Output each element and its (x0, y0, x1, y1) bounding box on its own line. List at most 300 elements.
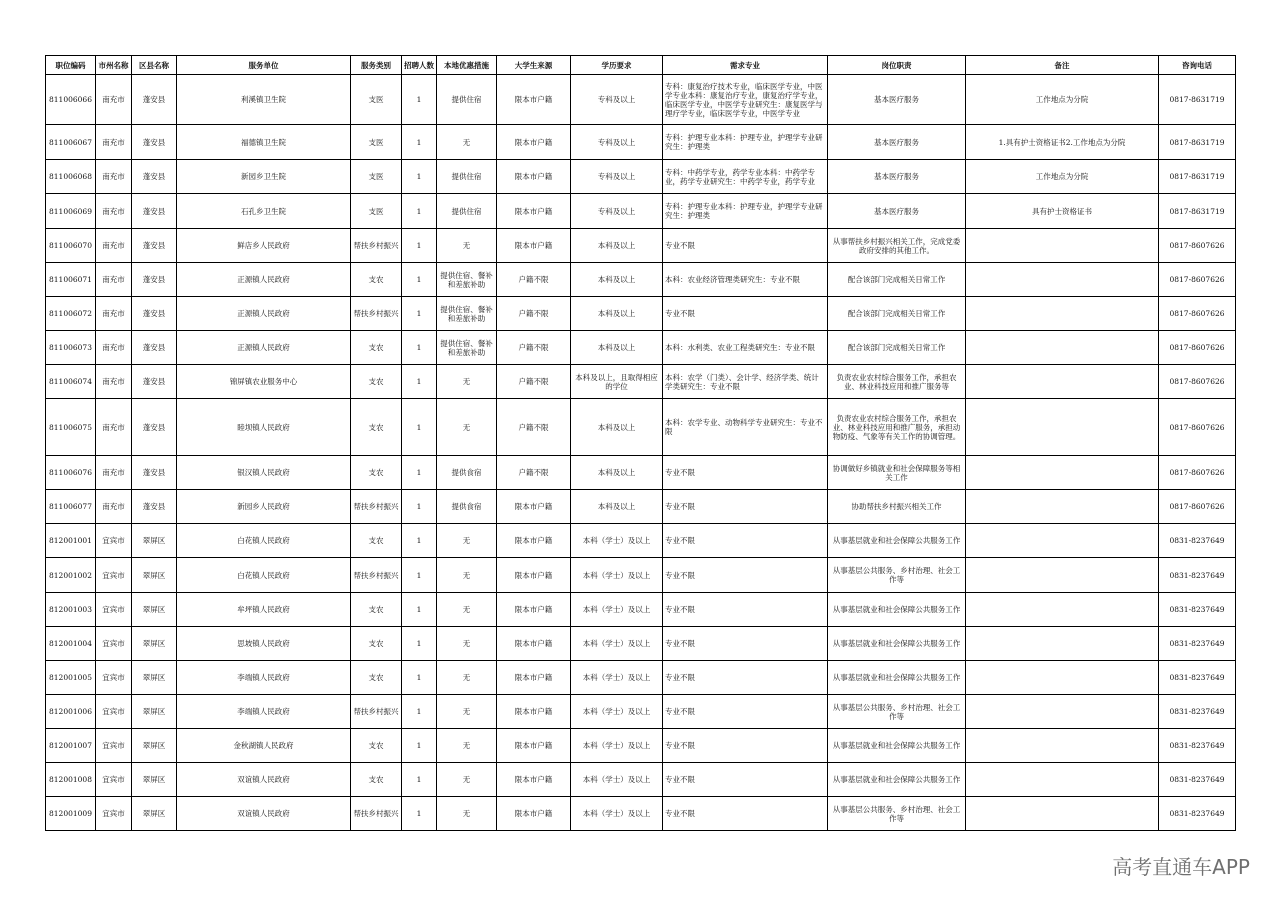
position-code-text: 812001007 (49, 741, 92, 750)
education-requirement-text: 本科（学士）及以上 (582, 707, 651, 716)
required-major-text: 专业不限 (665, 502, 695, 511)
cell-service-category (351, 661, 402, 695)
service-category-text: 帮扶乡村振兴 (353, 502, 399, 511)
position-code-text: 812001001 (49, 536, 92, 545)
position-code-text: 812001002 (49, 570, 92, 580)
cell-required-major (663, 729, 828, 763)
local-benefits-text: 提供食宿 (451, 502, 482, 511)
service-category-text: 帮扶乡村振兴 (353, 707, 399, 716)
cell-service-unit (177, 263, 351, 297)
table-row (46, 229, 1236, 263)
cell-county-name (132, 125, 177, 160)
student-source-text: 限本市户籍 (514, 570, 553, 580)
header-remark: 备注 (966, 56, 1159, 75)
cell-remark (966, 399, 1159, 456)
city-name-text: 宜宾市 (102, 775, 125, 784)
service-unit-text: 新园乡人民政府 (237, 502, 290, 511)
cell-city-name (96, 490, 132, 524)
cell-recruit-count (402, 797, 437, 831)
required-major-text: 专业不限 (665, 707, 695, 716)
county-name-text: 蓬安县 (142, 309, 166, 318)
cell-recruit-count (402, 490, 437, 524)
cell-contact-phone (1159, 524, 1236, 558)
cell-remark (966, 125, 1159, 160)
local-benefits-text: 无 (462, 673, 471, 682)
required-major-text: 本科：农业经济管理类研究生：专业不限 (665, 275, 800, 284)
position-code-text: 811006077 (49, 502, 92, 511)
required-major-text: 专科：康复治疗技术专业，临床医学专业，中医学专业本科：康复治疗专业，康复治疗学专业，临床医学专业，中医学专业研究生：康复医学与理疗学专业，临床医学专业，中医学专业 (665, 81, 823, 118)
required-major-text: 专科：中药学专业，药学专业本科：中药学专业，药学专业研究生：中药学专业，药学专业 (665, 167, 815, 186)
position-code-text: 811006071 (49, 275, 92, 284)
cell-service-unit (177, 763, 351, 797)
job-duties-text: 基本医疗服务 (874, 95, 919, 104)
cell-city-name (96, 524, 132, 558)
county-name-text: 翠屏区 (142, 605, 166, 614)
contact-phone-text: 0831-8237649 (1169, 775, 1225, 784)
service-category-text: 支农 (368, 673, 384, 682)
cell-city-name (96, 125, 132, 160)
education-requirement-text: 本科及以上，且取得相应的学位 (575, 372, 658, 391)
position-code-text: 811006075 (49, 422, 92, 432)
service-category-text: 支医 (368, 137, 384, 147)
cell-student-source (497, 661, 571, 695)
cell-service-unit (177, 558, 351, 593)
job-duties-text: 从事基层公共服务、乡村治理、社会工作等 (832, 702, 961, 721)
education-requirement-text: 专科及以上 (597, 95, 636, 104)
table-row (46, 695, 1236, 729)
county-name-text: 蓬安县 (142, 343, 166, 352)
cell-service-category (351, 729, 402, 763)
cell-required-major (663, 593, 828, 627)
cell-city-name (96, 558, 132, 593)
position-code-text: 812001008 (49, 775, 92, 784)
cell-service-category (351, 797, 402, 831)
job-duties-text: 配合该部门完成相关日常工作 (847, 343, 946, 352)
cell-required-major (663, 456, 828, 490)
cell-education-requirement (571, 125, 663, 160)
local-benefits-text: 无 (462, 741, 471, 750)
contact-phone-text: 0817-8607626 (1169, 468, 1225, 477)
cell-local-benefits (437, 558, 497, 593)
cell-student-source (497, 399, 571, 456)
service-unit-text: 双谊镇人民政府 (237, 809, 290, 818)
service-category-text: 支农 (368, 536, 384, 545)
recruit-count-text: 1 (416, 673, 422, 682)
student-source-text: 户籍不限 (518, 275, 549, 284)
cell-recruit-count (402, 593, 437, 627)
cell-recruit-count (402, 297, 437, 331)
cell-recruit-count (402, 125, 437, 160)
recruit-count-text: 1 (416, 241, 422, 250)
cell-city-name (96, 365, 132, 399)
cell-position-code (46, 399, 96, 456)
cell-remark (966, 75, 1159, 125)
cell-service-unit (177, 194, 351, 229)
header-county-name: 区县名称 (132, 56, 177, 75)
cell-county-name (132, 229, 177, 263)
job-duties-text: 从事基层就业和社会保障公共服务工作 (832, 775, 961, 784)
service-category-text: 支农 (368, 343, 384, 352)
table-row (46, 331, 1236, 365)
student-source-text: 限本市户籍 (514, 137, 553, 147)
recruit-count-text: 1 (416, 536, 422, 545)
cell-local-benefits (437, 365, 497, 399)
education-requirement-text: 本科（学士）及以上 (582, 639, 651, 648)
service-unit-text: 鲜店乡人民政府 (237, 241, 290, 250)
recruit-count-text: 1 (416, 639, 422, 648)
cell-recruit-count (402, 627, 437, 661)
cell-service-unit (177, 661, 351, 695)
cell-position-code (46, 125, 96, 160)
cell-local-benefits (437, 399, 497, 456)
recruit-count-text: 1 (416, 309, 422, 318)
city-name-text: 南充市 (102, 377, 125, 386)
cell-position-code (46, 558, 96, 593)
local-benefits-text: 提供住宿 (451, 172, 482, 181)
education-requirement-text: 本科及以上 (597, 468, 636, 477)
service-category-text: 支农 (368, 775, 384, 784)
service-category-text: 帮扶乡村振兴 (353, 309, 399, 318)
cell-service-category (351, 125, 402, 160)
cell-education-requirement (571, 365, 663, 399)
recruit-count-text: 1 (416, 775, 422, 784)
cell-position-code (46, 661, 96, 695)
contact-phone-text: 0831-8237649 (1169, 673, 1225, 682)
cell-county-name (132, 194, 177, 229)
cell-recruit-count (402, 524, 437, 558)
cell-service-unit (177, 524, 351, 558)
cell-local-benefits (437, 524, 497, 558)
required-major-text: 本科：水利类、农业工程类研究生：专业不限 (665, 343, 815, 352)
cell-service-category (351, 490, 402, 524)
job-duties-text: 从事帮扶乡村振兴相关工作，完成党委政府安排的其他工作。 (832, 236, 961, 255)
cell-job-duties (828, 399, 966, 456)
table-row (46, 729, 1236, 763)
cell-job-duties (828, 194, 966, 229)
service-unit-text: 李端镇人民政府 (237, 673, 290, 682)
cell-county-name (132, 627, 177, 661)
cell-position-code (46, 627, 96, 661)
student-source-text: 限本市户籍 (514, 605, 553, 614)
city-name-text: 南充市 (102, 502, 125, 511)
required-major-text: 本科：农学专业、动物科学专业研究生：专业不限 (665, 418, 823, 436)
city-name-text: 南充市 (102, 468, 125, 477)
cell-county-name (132, 456, 177, 490)
contact-phone-text: 0831-8237649 (1169, 707, 1225, 716)
job-duties-text: 从事基层公共服务、乡村治理、社会工作等 (832, 804, 961, 823)
cell-job-duties (828, 75, 966, 125)
job-duties-text: 负责农业农村综合服务工作，承担农业、林业科技应用和推广服务，承担动物防疫、气象等有关工作的协调管理。 (832, 413, 961, 441)
position-code-text: 811006070 (49, 241, 92, 250)
cell-remark (966, 661, 1159, 695)
student-source-text: 户籍不限 (518, 377, 549, 386)
cell-education-requirement (571, 763, 663, 797)
education-requirement-text: 本科及以上 (597, 502, 636, 511)
student-source-text: 限本市户籍 (514, 172, 553, 181)
service-unit-text: 双谊镇人民政府 (237, 775, 290, 784)
cell-required-major (663, 695, 828, 729)
city-name-text: 宜宾市 (102, 673, 125, 682)
cell-job-duties (828, 490, 966, 524)
student-source-text: 户籍不限 (518, 309, 549, 318)
county-name-text: 翠屏区 (142, 707, 166, 716)
cell-contact-phone (1159, 160, 1236, 194)
cell-student-source (497, 558, 571, 593)
cell-required-major (663, 661, 828, 695)
cell-remark (966, 729, 1159, 763)
cell-local-benefits (437, 797, 497, 831)
cell-local-benefits (437, 593, 497, 627)
cell-required-major (663, 331, 828, 365)
cell-remark (966, 627, 1159, 661)
required-major-text: 专业不限 (665, 605, 695, 614)
job-duties-text: 配合该部门完成相关日常工作 (847, 275, 946, 284)
job-duties-text: 从事基层就业和社会保障公共服务工作 (832, 639, 961, 648)
county-name-text: 翠屏区 (142, 536, 166, 545)
education-requirement-text: 本科（学士）及以上 (582, 741, 651, 750)
header-city-name: 市州名称 (96, 56, 132, 75)
cell-county-name (132, 331, 177, 365)
cell-remark (966, 229, 1159, 263)
cell-recruit-count (402, 661, 437, 695)
cell-local-benefits (437, 125, 497, 160)
cell-local-benefits (437, 297, 497, 331)
service-unit-text: 锦屏镇农业服务中心 (229, 377, 298, 386)
cell-service-unit (177, 797, 351, 831)
cell-student-source (497, 160, 571, 194)
cell-job-duties (828, 695, 966, 729)
cell-contact-phone (1159, 661, 1236, 695)
recruit-count-text: 1 (416, 741, 422, 750)
table-row (46, 297, 1236, 331)
recruit-count-text: 1 (416, 206, 422, 216)
city-name-text: 南充市 (102, 275, 125, 284)
cell-contact-phone (1159, 797, 1236, 831)
table-row (46, 365, 1236, 399)
required-major-text: 专业不限 (665, 468, 695, 477)
recruit-count-text: 1 (416, 570, 422, 580)
required-major-text: 专业不限 (665, 570, 695, 580)
student-source-text: 限本市户籍 (514, 206, 553, 216)
cell-recruit-count (402, 365, 437, 399)
cell-education-requirement (571, 456, 663, 490)
header-job-duties: 岗位职责 (828, 56, 966, 75)
table-row (46, 75, 1236, 125)
cell-local-benefits (437, 763, 497, 797)
student-source-text: 限本市户籍 (514, 707, 553, 716)
cell-contact-phone (1159, 297, 1236, 331)
service-category-text: 支医 (368, 206, 384, 216)
cell-city-name (96, 331, 132, 365)
cell-student-source (497, 763, 571, 797)
county-name-text: 蓬安县 (142, 275, 166, 284)
contact-phone-text: 0817-8607626 (1169, 343, 1225, 352)
cell-job-duties (828, 661, 966, 695)
cell-education-requirement (571, 695, 663, 729)
student-source-text: 限本市户籍 (514, 741, 553, 750)
job-duties-text: 基本医疗服务 (874, 206, 919, 216)
service-category-text: 支医 (368, 95, 384, 104)
cell-service-category (351, 331, 402, 365)
cell-student-source (497, 125, 571, 160)
cell-contact-phone (1159, 763, 1236, 797)
education-requirement-text: 专科及以上 (597, 137, 636, 147)
cell-required-major (663, 297, 828, 331)
cell-position-code (46, 331, 96, 365)
city-name-text: 南充市 (102, 422, 125, 432)
local-benefits-text: 无 (462, 422, 471, 432)
position-code-text: 811006073 (49, 343, 92, 352)
city-name-text: 南充市 (102, 172, 125, 181)
student-source-text: 限本市户籍 (514, 809, 553, 818)
education-requirement-text: 本科及以上 (597, 422, 636, 432)
cell-position-code (46, 729, 96, 763)
service-category-text: 支农 (368, 741, 384, 750)
required-major-text: 专业不限 (665, 241, 695, 250)
cell-contact-phone (1159, 75, 1236, 125)
cell-remark (966, 695, 1159, 729)
city-name-text: 南充市 (102, 206, 125, 216)
job-duties-text: 从事基层就业和社会保障公共服务工作 (832, 741, 961, 750)
cell-service-unit (177, 297, 351, 331)
contact-phone-text: 0817-8631719 (1169, 172, 1225, 181)
cell-city-name (96, 763, 132, 797)
cell-position-code (46, 229, 96, 263)
local-benefits-text: 提供住宿、餐补和差旅补助 (440, 338, 493, 357)
cell-student-source (497, 490, 571, 524)
cell-position-code (46, 797, 96, 831)
cell-job-duties (828, 365, 966, 399)
header-education-requirement: 学历要求 (571, 56, 663, 75)
cell-student-source (497, 456, 571, 490)
local-benefits-text: 无 (462, 707, 471, 716)
education-requirement-text: 本科（学士）及以上 (582, 673, 651, 682)
cell-city-name (96, 229, 132, 263)
cell-remark (966, 331, 1159, 365)
table-row (46, 661, 1236, 695)
table-header-row (46, 56, 1236, 75)
recruit-count-text: 1 (416, 605, 422, 614)
education-requirement-text: 本科及以上 (597, 343, 636, 352)
position-code-text: 811006069 (49, 206, 92, 216)
city-name-text: 宜宾市 (102, 605, 125, 614)
local-benefits-text: 提供住宿 (451, 206, 482, 216)
service-unit-text: 李端镇人民政府 (237, 707, 290, 716)
header-student-source: 大学生来源 (497, 56, 571, 75)
recruit-count-text: 1 (416, 275, 422, 284)
cell-service-unit (177, 229, 351, 263)
position-code-text: 811006066 (49, 95, 92, 104)
cell-education-requirement (571, 797, 663, 831)
cell-education-requirement (571, 331, 663, 365)
contact-phone-text: 0817-8607626 (1169, 309, 1225, 318)
cell-position-code (46, 695, 96, 729)
cell-required-major (663, 399, 828, 456)
required-major-text: 专业不限 (665, 775, 695, 784)
recruit-count-text: 1 (416, 377, 422, 386)
cell-contact-phone (1159, 229, 1236, 263)
header-position-code: 职位编码 (46, 56, 96, 75)
remark-text: 工作地点为分院 (1035, 172, 1089, 181)
contact-phone-text: 0817-8631719 (1169, 137, 1225, 147)
cell-job-duties (828, 331, 966, 365)
education-requirement-text: 本科及以上 (597, 309, 636, 318)
job-duties-text: 协调做好乡镇就业和社会保障服务等相关工作 (832, 463, 961, 482)
cell-required-major (663, 160, 828, 194)
cell-position-code (46, 524, 96, 558)
table-row (46, 797, 1236, 831)
cell-local-benefits (437, 627, 497, 661)
cell-city-name (96, 627, 132, 661)
cell-education-requirement (571, 524, 663, 558)
cell-service-unit (177, 125, 351, 160)
county-name-text: 蓬安县 (142, 206, 166, 216)
cell-county-name (132, 160, 177, 194)
service-category-text: 支农 (368, 275, 384, 284)
cell-local-benefits (437, 456, 497, 490)
cell-position-code (46, 297, 96, 331)
cell-recruit-count (402, 456, 437, 490)
county-name-text: 蓬安县 (142, 468, 166, 477)
county-name-text: 蓬安县 (142, 241, 166, 250)
cell-education-requirement (571, 661, 663, 695)
city-name-text: 南充市 (102, 309, 125, 318)
cell-local-benefits (437, 229, 497, 263)
service-unit-text: 正源镇人民政府 (237, 343, 290, 352)
cell-required-major (663, 558, 828, 593)
contact-phone-text: 0831-8237649 (1169, 639, 1225, 648)
cell-position-code (46, 763, 96, 797)
cell-education-requirement (571, 627, 663, 661)
county-name-text: 蓬安县 (142, 95, 166, 104)
cell-county-name (132, 763, 177, 797)
education-requirement-text: 本科（学士）及以上 (582, 775, 651, 784)
service-category-text: 支农 (368, 377, 384, 386)
cell-city-name (96, 797, 132, 831)
cell-job-duties (828, 593, 966, 627)
cell-education-requirement (571, 490, 663, 524)
cell-remark (966, 297, 1159, 331)
cell-job-duties (828, 524, 966, 558)
cell-service-category (351, 194, 402, 229)
cell-required-major (663, 627, 828, 661)
contact-phone-text: 0831-8237649 (1169, 605, 1225, 614)
cell-county-name (132, 490, 177, 524)
cell-service-unit (177, 160, 351, 194)
contact-phone-text: 0817-8607626 (1169, 377, 1225, 386)
cell-service-category (351, 593, 402, 627)
cell-county-name (132, 558, 177, 593)
table-row (46, 125, 1236, 160)
education-requirement-text: 专科及以上 (597, 206, 636, 216)
cell-contact-phone (1159, 456, 1236, 490)
cell-position-code (46, 490, 96, 524)
required-major-text: 专业不限 (665, 809, 695, 818)
cell-service-category (351, 558, 402, 593)
contact-phone-text: 0817-8631719 (1169, 95, 1225, 104)
recruit-count-text: 1 (416, 707, 422, 716)
service-unit-text: 金秋湖镇人民政府 (233, 741, 294, 750)
cell-service-category (351, 763, 402, 797)
table-row (46, 399, 1236, 456)
required-major-text: 本科：农学（门类）、会计学、经济学类、统计学类研究生：专业不限 (665, 372, 819, 391)
cell-recruit-count (402, 194, 437, 229)
cell-county-name (132, 729, 177, 763)
cell-city-name (96, 263, 132, 297)
student-source-text: 限本市户籍 (514, 775, 553, 784)
cell-recruit-count (402, 263, 437, 297)
local-benefits-text: 提供住宿 (451, 95, 482, 104)
